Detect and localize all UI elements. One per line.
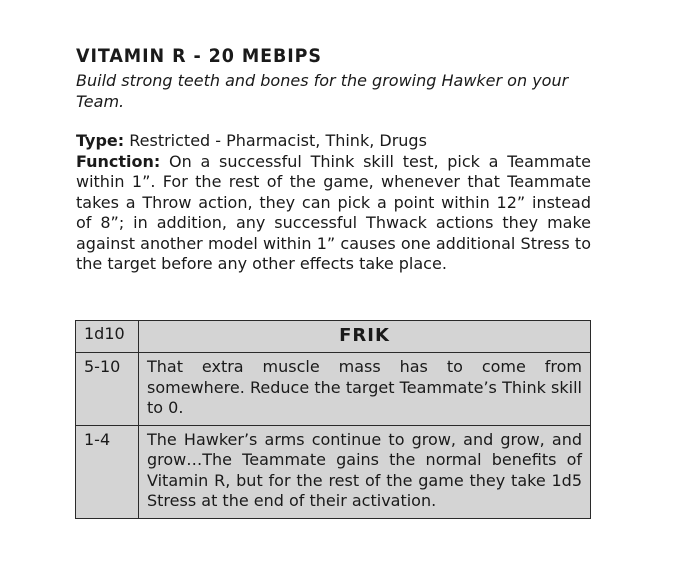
type-label: Type:: [76, 131, 125, 150]
item-title: VITAMIN R - 20 MEBIPS: [76, 45, 322, 67]
frik-table: [75, 320, 591, 519]
type-line: [76, 131, 591, 152]
row-roll: 1-4: [76, 425, 139, 518]
table-header-row: [76, 321, 591, 353]
header-roll: 1d10: [76, 321, 139, 353]
header-name: FRIK: [139, 321, 591, 353]
function-label: Function:: [76, 151, 161, 171]
row-roll: 5-10: [76, 353, 139, 426]
type-value: Restricted - Pharmacist, Think, Drugs: [129, 131, 427, 150]
function-value: On a successful Think skill test, pick a Teammate within 1”. For the rest of the game, whenever that Teammate takes a Throw action, they can pick a point within 12” instead of 8”; in addition, any successful Thwack actions they make against another model within 1” causes one additional Stress to the target before any other effects take place.: [76, 151, 591, 273]
spacer: [76, 112, 591, 131]
table-row: [76, 353, 591, 426]
row-text: The Hawker’s arms continue to grow, and grow, and grow…The Teammate gains the normal benefits of Vitamin R, but for the rest of the game they take 1d5 Stress at the end of their activation.: [139, 425, 591, 518]
table-row: [76, 425, 591, 518]
row-text: That extra muscle mass has to come from somewhere. Reduce the target Teammate’s Think skill to 0.: [139, 353, 591, 426]
function-line: [76, 152, 591, 275]
item-card: [76, 44, 591, 275]
item-subtitle: Build strong teeth and bones for the growing Hawker on your Team.: [76, 71, 569, 111]
